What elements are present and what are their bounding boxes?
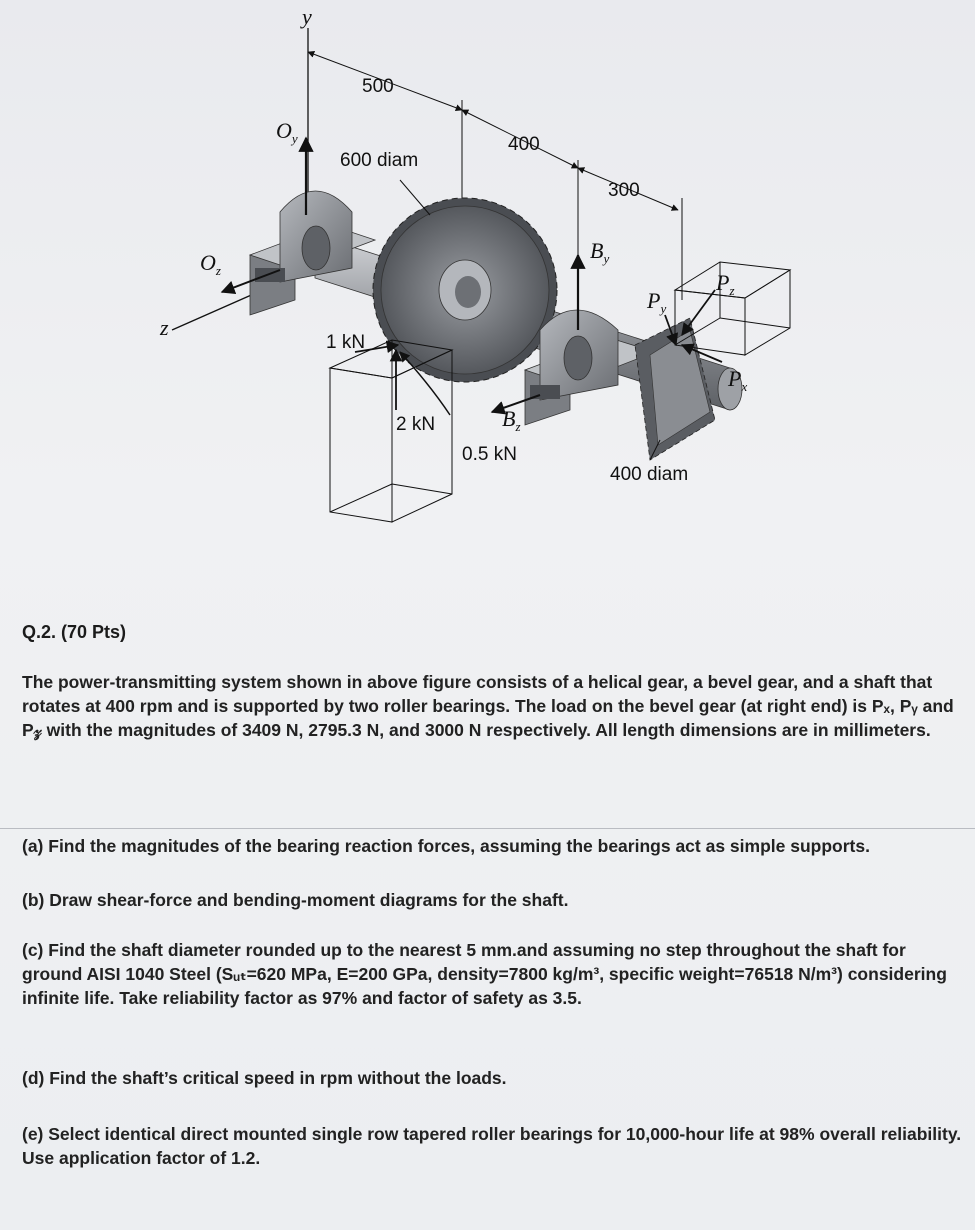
label-gear2-diam: 400 diam	[610, 464, 689, 485]
part-e-note: Use application factor of 1.2.	[22, 1148, 261, 1168]
label-bz: $B_z$	[502, 406, 521, 434]
label-py: $P_y$	[647, 288, 667, 316]
helical-gear	[373, 198, 557, 382]
label-oz: $O_z$	[200, 250, 221, 278]
part-e-text: (e) Select identical direct mounted single row tapered roller bearings for 10,000-hour life at 98% overall reliability.	[22, 1124, 962, 1144]
label-px: $P_x$	[728, 366, 748, 394]
label-05kn: 0.5 kN	[462, 444, 517, 465]
part-e	[22, 1122, 967, 1170]
question-intro: The power-transmitting system shown in above figure consists of a helical gear, a bevel gear, and a shaft that rotates at 400 rpm and is supported by two roller bearings. The load on the bevel gear (at right end) is Pₓ, Pᵧ and P𝓏 with the magnitudes of 3409 N, 2795.3 N, and 3000 N respectively. All length dimensions are in millimeters.	[22, 672, 954, 740]
part-d: (d) Find the shaft’s critical speed in rpm without the loads.	[22, 1068, 507, 1088]
y-axis-label: y	[302, 4, 312, 29]
label-oy: $O_y$	[276, 118, 298, 146]
label-gear1-diam: 600 diam	[340, 150, 419, 171]
label-by: $B_y$	[590, 238, 610, 266]
dim-500: 500	[362, 76, 394, 97]
z-axis-label: z	[160, 315, 169, 340]
question-title: Q.2. (70 Pts)	[22, 622, 127, 642]
label-pz: $P_z$	[716, 270, 735, 298]
part-c: (c) Find the shaft diameter rounded up to the nearest 5 mm.and assuming no step throughout the shaft for ground AISI 1040 Steel (Sᵤₜ=620 MPa, E=200 GPa, density=7800 kg/m³, specific weight=76518 N/m³) considering infinite life. Take reliability factor as 97% and factor of safety as 3.5.	[22, 940, 947, 1008]
leader-gear1	[400, 180, 430, 215]
label-1kn: 1 kN	[326, 332, 366, 353]
force-pz-arrow	[682, 290, 715, 335]
shaft-diagram	[130, 0, 830, 560]
dim-300: 300	[608, 180, 640, 201]
part-b: (b) Draw shear-force and bending-moment diagrams for the shaft.	[22, 890, 569, 910]
divider	[0, 828, 975, 829]
dim-400: 400	[508, 134, 540, 155]
part-a: (a) Find the magnitudes of the bearing reaction forces, assuming the bearings act as simple supports.	[22, 836, 870, 856]
label-2kn: 2 kN	[396, 414, 436, 435]
shaft-diagram-svg	[130, 0, 830, 560]
